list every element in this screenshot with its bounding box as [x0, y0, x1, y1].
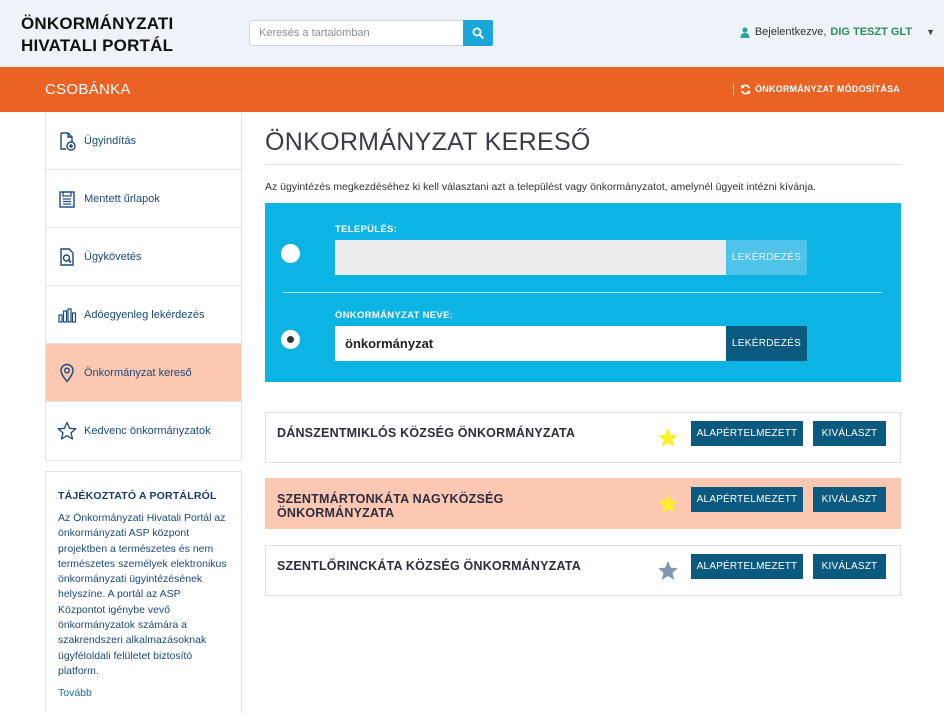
document-search-icon: [56, 246, 78, 268]
sidebar-item-label: Ügyindítás: [84, 134, 136, 147]
logo-line-2: HIVATALI PORTÁL: [21, 36, 174, 55]
sidebar-item-label: Ügykövetés: [84, 250, 142, 263]
user-prefix: Bejelentkezve,: [754, 26, 827, 38]
result-name: SZENTMÁRTONKÁTA NAGYKÖZSÉG ÖNKORMÁNYZATA: [277, 492, 504, 520]
content-search: [249, 20, 493, 46]
settlement-label: TELEPÜLÉS:: [335, 224, 398, 235]
result-name: DÁNSZENTMIKLÓS KÖZSÉG ÖNKORMÁNYZATA: [277, 426, 576, 440]
saved-forms-icon: [56, 188, 78, 210]
intro-text: Az ügyintézés megkezdéséhez ki kell választani azt a települést vagy önkormányzatot, amelynél ügyeit intézni kívánja.: [265, 181, 816, 193]
search-button[interactable]: [463, 20, 493, 46]
bar-chart-icon: [56, 304, 78, 326]
title-divider: [265, 164, 901, 165]
sidebar-item-label: Adóegyenleg lekérdezés: [84, 308, 205, 321]
top-header: [0, 0, 944, 67]
settlement-input[interactable]: [335, 240, 726, 275]
current-municipality: CSOBÁNKA: [45, 81, 131, 98]
search-icon: [472, 27, 484, 39]
settlement-query-button[interactable]: LEKÉRDEZÉS: [726, 240, 807, 275]
portal-logo[interactable]: [21, 13, 173, 57]
sidebar-item-label: Kedvenc önkormányzatok: [84, 425, 211, 437]
modify-municipality-label: ÖNKORMÁNYZAT MÓDOSÍTÁSA: [755, 84, 900, 94]
select-button[interactable]: KIVÁLASZT: [813, 487, 886, 512]
sidebar-item-ugykovetes[interactable]: [46, 228, 241, 286]
map-pin-icon: [56, 362, 78, 384]
municipality-query-button[interactable]: LEKÉRDEZÉS: [726, 326, 807, 361]
info-title: TÁJÉKOZTATÓ A PORTÁLRÓL: [58, 490, 217, 502]
municipality-radio[interactable]: [281, 330, 300, 349]
set-default-button[interactable]: ALAPÉRTELMEZETT: [691, 421, 803, 446]
municipality-search-panel: [265, 203, 901, 382]
search-input[interactable]: [249, 20, 463, 46]
result-row: [265, 478, 901, 529]
modify-municipality-link[interactable]: [733, 83, 900, 95]
sidebar-item-onkormanyzat-kereso[interactable]: [46, 344, 241, 402]
select-button[interactable]: KIVÁLASZT: [813, 554, 886, 579]
set-default-button[interactable]: ALAPÉRTELMEZETT: [691, 554, 803, 579]
select-button[interactable]: KIVÁLASZT: [813, 421, 886, 446]
result-name: SZENTLŐRINCKÁTA KÖZSÉG ÖNKORMÁNYZATA: [277, 559, 581, 573]
sidebar-item-adoegyenleg[interactable]: [46, 286, 241, 344]
info-text: Az Önkormányzati Hivatali Portál az önkormányzati ASP központ projektben a természetes és nem természetes személyek elektronikus önkormányzati ügyintézésének helyszíne. A portál az ASP Központot igénybe vevő önkormányzatok számára a szakrendszeri alkalmazásoknak ügyféloldali felületet biztosító platform.: [58, 512, 227, 677]
result-row: [265, 545, 901, 596]
set-default-button[interactable]: ALAPÉRTELMEZETT: [691, 487, 803, 512]
favorite-star-icon[interactable]: [657, 493, 679, 515]
panel-divider: [283, 292, 882, 293]
logo-line-1: ÖNKORMÁNYZATI: [21, 14, 174, 33]
document-add-icon: [56, 130, 78, 152]
user-icon: [740, 27, 750, 38]
sidebar-item-mentett-urlapok[interactable]: [46, 170, 241, 228]
page-title: ÖNKORMÁNYZAT KERESŐ: [265, 128, 591, 156]
sidebar-nav: [45, 112, 242, 461]
result-row: [265, 412, 901, 463]
user-menu[interactable]: [740, 26, 935, 38]
sidebar-item-label: Mentett űrlapok: [84, 192, 160, 205]
portal-info-box: [45, 471, 242, 713]
favorite-star-icon[interactable]: [657, 427, 679, 449]
divider: [733, 83, 734, 95]
municipality-bar: [0, 67, 944, 112]
info-more-link[interactable]: Tovább: [58, 687, 92, 700]
municipality-label: ÖNKORMÁNYZAT NEVE:: [335, 310, 454, 321]
user-name: DIG TESZT GLT: [830, 26, 913, 38]
municipality-name-input[interactable]: [335, 326, 726, 361]
star-outline-icon: [56, 420, 78, 442]
sidebar-item-ugyinditas[interactable]: [46, 112, 241, 170]
chevron-down-icon[interactable]: ▼: [926, 27, 935, 37]
sidebar-item-kedvenc-onkormanyzatok[interactable]: [46, 402, 241, 460]
refresh-icon: [740, 84, 751, 95]
favorite-star-icon[interactable]: [657, 560, 679, 582]
sidebar-item-label: Önkormányzat kereső: [84, 366, 192, 379]
settlement-radio[interactable]: [281, 244, 300, 263]
radio-selected-dot: [287, 336, 294, 343]
